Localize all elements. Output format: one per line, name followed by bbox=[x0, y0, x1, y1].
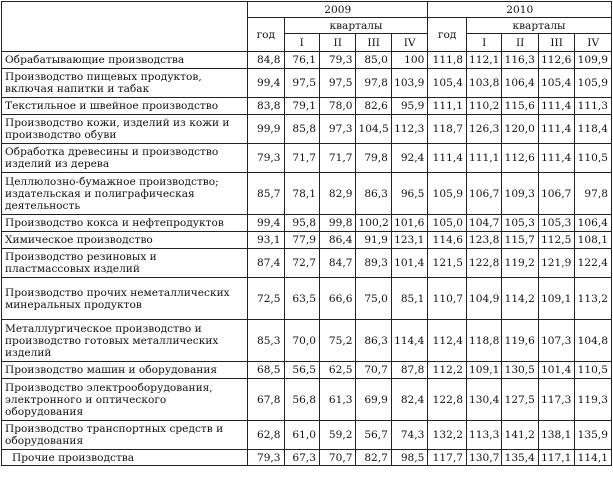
table-row bbox=[2, 232, 612, 249]
table-row bbox=[2, 379, 612, 421]
value-cell: 61,0 bbox=[284, 421, 319, 450]
value-cell: 135,4 bbox=[502, 450, 538, 466]
value-cell: 79,3 bbox=[248, 144, 284, 173]
value-cell: 113,3 bbox=[466, 421, 501, 450]
value-cell: 111,3 bbox=[575, 98, 612, 115]
value-cell: 114,6 bbox=[428, 232, 467, 249]
value-cell: 112,6 bbox=[538, 52, 574, 69]
value-cell: 111,1 bbox=[428, 98, 467, 115]
table-row bbox=[2, 69, 612, 98]
value-cell: 111,8 bbox=[428, 52, 467, 69]
value-cell: 101,4 bbox=[538, 362, 574, 379]
value-cell: 86,3 bbox=[356, 320, 391, 362]
value-cell: 71,7 bbox=[284, 144, 319, 173]
value-cell: 61,3 bbox=[319, 379, 355, 421]
value-cell: 104,9 bbox=[466, 278, 501, 320]
quarter-header: I bbox=[284, 34, 319, 52]
value-cell: 97,3 bbox=[319, 115, 355, 144]
value-cell: 130,7 bbox=[466, 450, 501, 466]
table-row bbox=[2, 421, 612, 450]
value-cell: 68,5 bbox=[248, 362, 284, 379]
value-cell: 78,1 bbox=[284, 173, 319, 215]
value-cell: 74,3 bbox=[391, 421, 428, 450]
value-cell: 85,7 bbox=[248, 173, 284, 215]
corner-cell bbox=[2, 2, 248, 52]
value-cell: 135,9 bbox=[575, 421, 612, 450]
value-cell: 117,7 bbox=[428, 450, 467, 466]
value-cell: 79,1 bbox=[284, 98, 319, 115]
table-row bbox=[2, 173, 612, 215]
value-cell: 119,6 bbox=[502, 320, 538, 362]
year-2009-header: 2009 bbox=[248, 2, 428, 18]
value-cell: 109,1 bbox=[466, 362, 501, 379]
value-cell: 71,7 bbox=[319, 144, 355, 173]
value-cell: 112,5 bbox=[538, 232, 574, 249]
value-cell: 105,9 bbox=[575, 69, 612, 98]
value-cell: 82,6 bbox=[356, 98, 391, 115]
value-cell: 85,1 bbox=[391, 278, 428, 320]
value-cell: 118,4 bbox=[575, 115, 612, 144]
value-cell: 99,9 bbox=[248, 115, 284, 144]
value-cell: 138,1 bbox=[538, 421, 574, 450]
value-cell: 101,4 bbox=[391, 249, 428, 278]
value-cell: 117,1 bbox=[538, 450, 574, 466]
industry-name-cell: Производство электрооборудования, электронного и оптического оборудования bbox=[2, 379, 248, 421]
value-cell: 114,1 bbox=[575, 450, 612, 466]
quarter-header: II bbox=[502, 34, 538, 52]
value-cell: 123,8 bbox=[466, 232, 501, 249]
quarter-header: IV bbox=[391, 34, 428, 52]
value-cell: 107,3 bbox=[538, 320, 574, 362]
quarters-header-2009: кварталы bbox=[284, 18, 428, 34]
year-2010-header: 2010 bbox=[428, 2, 612, 18]
value-cell: 108,1 bbox=[575, 232, 612, 249]
value-cell: 63,5 bbox=[284, 278, 319, 320]
value-cell: 67,3 bbox=[284, 450, 319, 466]
industry-name-cell: Целлюлозно-бумажное производство; издательская и полиграфическая деятельность bbox=[2, 173, 248, 215]
value-cell: 97,5 bbox=[319, 69, 355, 98]
value-cell: 109,9 bbox=[575, 52, 612, 69]
value-cell: 111,1 bbox=[466, 144, 501, 173]
table-row bbox=[2, 450, 612, 466]
industry-name-cell: Производство кожи, изделий из кожи и производство обуви bbox=[2, 115, 248, 144]
value-cell: 78,0 bbox=[319, 98, 355, 115]
value-cell: 85,8 bbox=[284, 115, 319, 144]
value-cell: 85,0 bbox=[356, 52, 391, 69]
value-cell: 62,5 bbox=[319, 362, 355, 379]
industry-name-cell: Химическое производство bbox=[2, 232, 248, 249]
value-cell: 117,3 bbox=[538, 379, 574, 421]
industrial-production-index-table bbox=[1, 1, 612, 466]
value-cell: 87,8 bbox=[391, 362, 428, 379]
value-cell: 59,2 bbox=[319, 421, 355, 450]
value-cell: 75,0 bbox=[356, 278, 391, 320]
value-cell: 104,7 bbox=[466, 215, 501, 232]
value-cell: 115,7 bbox=[502, 232, 538, 249]
industry-name-cell: Обработка древесины и производство изделий из дерева bbox=[2, 144, 248, 173]
value-cell: 109,3 bbox=[502, 173, 538, 215]
value-cell: 92,4 bbox=[391, 144, 428, 173]
value-cell: 114,4 bbox=[391, 320, 428, 362]
value-cell: 111,4 bbox=[428, 144, 467, 173]
value-cell: 97,8 bbox=[575, 173, 612, 215]
value-cell: 105,4 bbox=[428, 69, 467, 98]
quarter-header: II bbox=[319, 34, 355, 52]
value-cell: 95,9 bbox=[391, 98, 428, 115]
value-cell: 106,4 bbox=[575, 215, 612, 232]
value-cell: 83,8 bbox=[248, 98, 284, 115]
value-cell: 110,2 bbox=[466, 98, 501, 115]
value-cell: 110,7 bbox=[428, 278, 467, 320]
value-cell: 100,2 bbox=[356, 215, 391, 232]
value-cell: 122,8 bbox=[466, 249, 501, 278]
value-cell: 126,3 bbox=[466, 115, 501, 144]
value-cell: 112,6 bbox=[502, 144, 538, 173]
industry-name-cell: Производство транспортных средств и оборудования bbox=[2, 421, 248, 450]
value-cell: 99,4 bbox=[248, 215, 284, 232]
value-cell: 101,6 bbox=[391, 215, 428, 232]
value-cell: 79,3 bbox=[248, 450, 284, 466]
value-cell: 67,8 bbox=[248, 379, 284, 421]
value-cell: 127,5 bbox=[502, 379, 538, 421]
value-cell: 105,9 bbox=[428, 173, 467, 215]
value-cell: 141,2 bbox=[502, 421, 538, 450]
industry-name-cell: Текстильное и швейное производство bbox=[2, 98, 248, 115]
value-cell: 82,9 bbox=[319, 173, 355, 215]
table-row bbox=[2, 362, 612, 379]
value-cell: 76,1 bbox=[284, 52, 319, 69]
value-cell: 91,9 bbox=[356, 232, 391, 249]
value-cell: 87,4 bbox=[248, 249, 284, 278]
value-cell: 121,5 bbox=[428, 249, 467, 278]
value-cell: 103,9 bbox=[391, 69, 428, 98]
industry-name-cell: Производство пищевых продуктов, включая напитки и табак bbox=[2, 69, 248, 98]
value-cell: 89,3 bbox=[356, 249, 391, 278]
value-cell: 123,1 bbox=[391, 232, 428, 249]
industry-name-cell: Производство кокса и нефтепродуктов bbox=[2, 215, 248, 232]
value-cell: 112,1 bbox=[466, 52, 501, 69]
value-cell: 112,2 bbox=[428, 362, 467, 379]
value-cell: 82,7 bbox=[356, 450, 391, 466]
value-cell: 72,5 bbox=[248, 278, 284, 320]
value-cell: 122,4 bbox=[575, 249, 612, 278]
value-cell: 122,8 bbox=[428, 379, 467, 421]
value-cell: 79,8 bbox=[356, 144, 391, 173]
table-body bbox=[2, 52, 612, 466]
value-cell: 106,4 bbox=[502, 69, 538, 98]
value-cell: 116,3 bbox=[502, 52, 538, 69]
value-cell: 69,9 bbox=[356, 379, 391, 421]
value-cell: 96,5 bbox=[391, 173, 428, 215]
value-cell: 97,8 bbox=[356, 69, 391, 98]
value-cell: 70,7 bbox=[356, 362, 391, 379]
value-cell: 86,4 bbox=[319, 232, 355, 249]
value-cell: 104,8 bbox=[575, 320, 612, 362]
quarter-header: I bbox=[466, 34, 501, 52]
value-cell: 105,4 bbox=[538, 69, 574, 98]
industry-name-cell: Обрабатывающие производства bbox=[2, 52, 248, 69]
table-row bbox=[2, 115, 612, 144]
industry-name-cell: Производство резиновых и пластмассовых изделий bbox=[2, 249, 248, 278]
value-cell: 77,9 bbox=[284, 232, 319, 249]
value-cell: 118,8 bbox=[466, 320, 501, 362]
value-cell: 84,8 bbox=[248, 52, 284, 69]
value-cell: 84,7 bbox=[319, 249, 355, 278]
value-cell: 121,9 bbox=[538, 249, 574, 278]
value-cell: 99,4 bbox=[248, 69, 284, 98]
value-cell: 105,3 bbox=[502, 215, 538, 232]
value-cell: 95,8 bbox=[284, 215, 319, 232]
value-cell: 120,0 bbox=[502, 115, 538, 144]
value-cell: 119,2 bbox=[502, 249, 538, 278]
value-cell: 70,7 bbox=[319, 450, 355, 466]
value-cell: 112,3 bbox=[391, 115, 428, 144]
value-cell: 111,4 bbox=[538, 144, 574, 173]
value-cell: 82,4 bbox=[391, 379, 428, 421]
value-cell: 104,5 bbox=[356, 115, 391, 144]
value-cell: 86,3 bbox=[356, 173, 391, 215]
industry-name-cell: Производство машин и оборудования bbox=[2, 362, 248, 379]
industry-name-cell: Металлургическое производство и производство готовых металлических изделий bbox=[2, 320, 248, 362]
value-cell: 56,8 bbox=[284, 379, 319, 421]
value-cell: 111,4 bbox=[538, 98, 574, 115]
value-cell: 118,7 bbox=[428, 115, 467, 144]
value-cell: 72,7 bbox=[284, 249, 319, 278]
value-cell: 110,5 bbox=[575, 144, 612, 173]
value-cell: 130,4 bbox=[466, 379, 501, 421]
value-cell: 110,5 bbox=[575, 362, 612, 379]
value-cell: 56,7 bbox=[356, 421, 391, 450]
value-cell: 93,1 bbox=[248, 232, 284, 249]
value-cell: 62,8 bbox=[248, 421, 284, 450]
value-cell: 109,1 bbox=[538, 278, 574, 320]
year-total-header-2009: год bbox=[248, 18, 284, 52]
value-cell: 85,3 bbox=[248, 320, 284, 362]
value-cell: 100 bbox=[391, 52, 428, 69]
value-cell: 105,3 bbox=[538, 215, 574, 232]
value-cell: 56,5 bbox=[284, 362, 319, 379]
value-cell: 112,4 bbox=[428, 320, 467, 362]
table-row bbox=[2, 144, 612, 173]
value-cell: 98,5 bbox=[391, 450, 428, 466]
table-row bbox=[2, 98, 612, 115]
value-cell: 99,8 bbox=[319, 215, 355, 232]
value-cell: 79,3 bbox=[319, 52, 355, 69]
value-cell: 103,8 bbox=[466, 69, 501, 98]
value-cell: 106,7 bbox=[466, 173, 501, 215]
table-row bbox=[2, 52, 612, 69]
value-cell: 114,2 bbox=[502, 278, 538, 320]
industry-name-cell: Производство прочих неметаллических минеральных продуктов bbox=[2, 278, 248, 320]
value-cell: 111,4 bbox=[538, 115, 574, 144]
value-cell: 106,7 bbox=[538, 173, 574, 215]
quarter-header: IV bbox=[575, 34, 612, 52]
table-row bbox=[2, 278, 612, 320]
value-cell: 119,3 bbox=[575, 379, 612, 421]
value-cell: 115,6 bbox=[502, 98, 538, 115]
industry-name-cell: Прочие производства bbox=[2, 450, 248, 466]
value-cell: 113,2 bbox=[575, 278, 612, 320]
quarters-header-2010: кварталы bbox=[466, 18, 611, 34]
value-cell: 132,2 bbox=[428, 421, 467, 450]
value-cell: 130,5 bbox=[502, 362, 538, 379]
table-row bbox=[2, 320, 612, 362]
value-cell: 97,5 bbox=[284, 69, 319, 98]
table-row bbox=[2, 215, 612, 232]
value-cell: 75,2 bbox=[319, 320, 355, 362]
value-cell: 70,0 bbox=[284, 320, 319, 362]
quarter-header: III bbox=[538, 34, 574, 52]
year-total-header-2010: год bbox=[428, 18, 467, 52]
value-cell: 66,6 bbox=[319, 278, 355, 320]
table-row bbox=[2, 249, 612, 278]
quarter-header: III bbox=[356, 34, 391, 52]
value-cell: 105,0 bbox=[428, 215, 467, 232]
